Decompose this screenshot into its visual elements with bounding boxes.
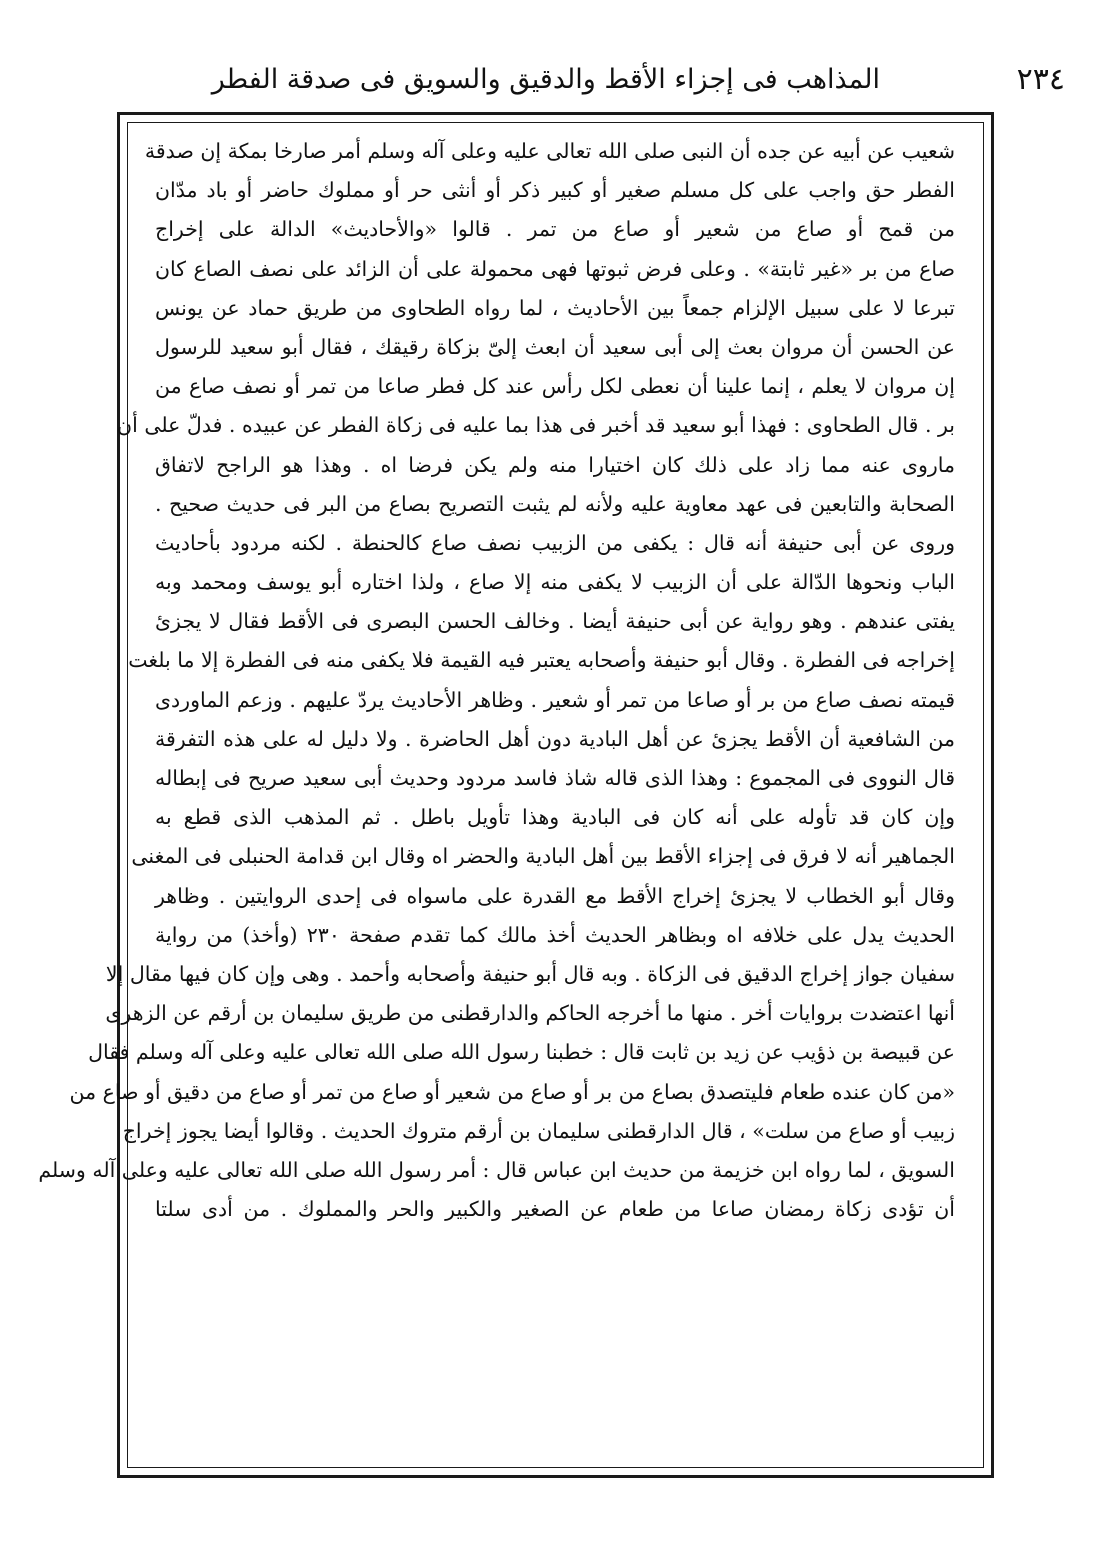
text-line: إن مروان لا يعلم ، إنما علينا أن نعطى لكل رأس عند كل فطر صاعا من تمر أو نصف صاع من: [155, 374, 955, 399]
text-line: وإن كان قد تأوله على أنه كان فى البادية وهذا تأويل باطل . ثم المذهب الذى قطع به: [155, 805, 955, 830]
text-line: زبيب أو صاع من سلت» ، قال الدارقطنى سليمان بن أرقم متروك الحديث . وقالوا أيضا يجوز إخراج: [122, 1118, 955, 1143]
text-line: من الشافعية أن الأقط يجزئ عن أهل البادية دون أهل الحاضرة . ولا دليل له على هذه التفرقة: [155, 726, 955, 751]
page-header: [211, 58, 1065, 118]
text-line: الباب ونحوها الدّالة على أن الزبيب لا يكفى منه إلا صاع ، ولذا اختاره أبو يوسف ومحمد وبه: [155, 570, 955, 595]
text-line: أن تؤدى زكاة رمضان صاعا من طعام عن الصغير والكبير والحر والمملوك . من أدى سلتا: [155, 1197, 955, 1222]
text-line: الفطر حق واجب على كل مسلم صغير أو كبير ذكر أو أنثى حر أو مملوك حاضر أو باد مدّان: [155, 178, 955, 203]
text-line: عن الحسن أن مروان بعث إلى أبى سعيد أن ابعث إلىّ بزكاة رقيقك ، فقال أبو سعيد للرسول: [155, 334, 955, 359]
text-line: أنها اعتضدت بروايات أخر . منها ما أخرجه الحاكم والدارقطنى من طريق سليمان بن أرقم عن الزهرى: [105, 1001, 955, 1026]
text-line: إخراجه فى الفطرة . وقال أبو حنيفة وأصحابه يعتبر فيه القيمة فلا يكفى منه فى الفطرة إلا ما بلغت: [128, 648, 955, 673]
text-line: «من كان عنده طعام فليتصدق بصاع من بر أو صاع من شعير أو صاع من تمر أو صاع من دقيق أو صاع من: [69, 1079, 955, 1104]
text-line: الحديث يدل على خلافه اه وبظاهر الحديث أخذ مالك كما تقدم صفحة ٢٣٠ (وأخذ) من رواية: [155, 922, 955, 947]
text-line: سفيان جواز إخراج الدقيق فى الزكاة . وبه قال أبو حنيفة وأصحابه وأحمد . وهى وإن كان فيها مقال إلا: [105, 961, 955, 986]
text-line: وروى عن أبى حنيفة أنه قال : يكفى من الزبيب نصف صاع كالحنطة . لكنه مردود بأحاديث: [155, 530, 955, 555]
page-number: ٢٣٤: [1016, 62, 1065, 97]
text-line: قيمته نصف صاع من بر أو صاعا من تمر أو شعير . وظاهر الأحاديث يردّ عليهم . وزعم الماوردى: [155, 687, 955, 712]
text-line: شعيب عن أبيه عن جده أن النبى صلى الله تعالى عليه وعلى آله وسلم أمر صارخا بمكة إن صدقة: [144, 139, 955, 163]
text-line: تبرعا لا على سبيل الإلزام جمعاً بين الأحاديث ، لما رواه الطحاوى من طريق حماد عن يونس: [155, 295, 955, 320]
text-line: من قمح أو صاع من شعير أو صاع من تمر . قالوا «والأحاديث» الدالة على إخراج: [155, 217, 955, 242]
text-line: السويق ، لما رواه ابن خزيمة من حديث ابن عباس قال : أمر رسول الله صلى الله تعالى عليه وعلى آله وسلم: [38, 1157, 955, 1182]
body-text: [38, 132, 955, 1464]
text-line: قال النووى فى المجموع : وهذا الذى قاله شاذ فاسد مردود وحديث أبى سعيد صريح فى إبطاله: [155, 766, 955, 790]
text-line: عن قبيصة بن ذؤيب عن زيد بن ثابت قال : خطبنا رسول الله صلى الله تعالى عليه وعلى آله وسلم فقال: [88, 1040, 955, 1065]
text-line: الصحابة والتابعين فى عهد معاوية عليه ولأنه لم يثبت التصريح بصاع من البر فى حديث صحيح .: [155, 491, 955, 516]
text-line: الجماهير أنه لا فرق فى إجزاء الأقط بين أهل البادية والحضر اه وقال ابن قدامة الحنبلى فى المغنى: [131, 844, 955, 869]
text-line: صاع من بر «غير ثابتة» . وعلى فرض ثبوتها فهى محمولة على أن الزائد على نصف الصاع كان: [155, 256, 955, 281]
text-line: يفتى عندهم . وهو رواية عن أبى حنيفة أيضا . وخالف الحسن البصرى فى الأقط فقال لا يجزئ: [155, 609, 955, 634]
text-line: ماروى عنه مما زاد على ذلك كان اختيارا منه ولم يكن فرضا اه . وهذا هو الراجح لاتفاق: [155, 452, 955, 477]
running-title: المذاهب فى إجزاء الأقط والدقيق والسويق فى صدقة الفطر: [211, 64, 880, 95]
text-line: وقال أبو الخطاب لا يجزئ إخراج الأقط مع القدرة على ماسواه فى إحدى الروايتين . وظاهر: [155, 883, 955, 908]
text-line: بر . قال الطحاوى : فهذا أبو سعيد قد أخبر فى هذا بما عليه فى زكاة الفطر عن عبيده . فدلّ على أن: [117, 413, 955, 438]
